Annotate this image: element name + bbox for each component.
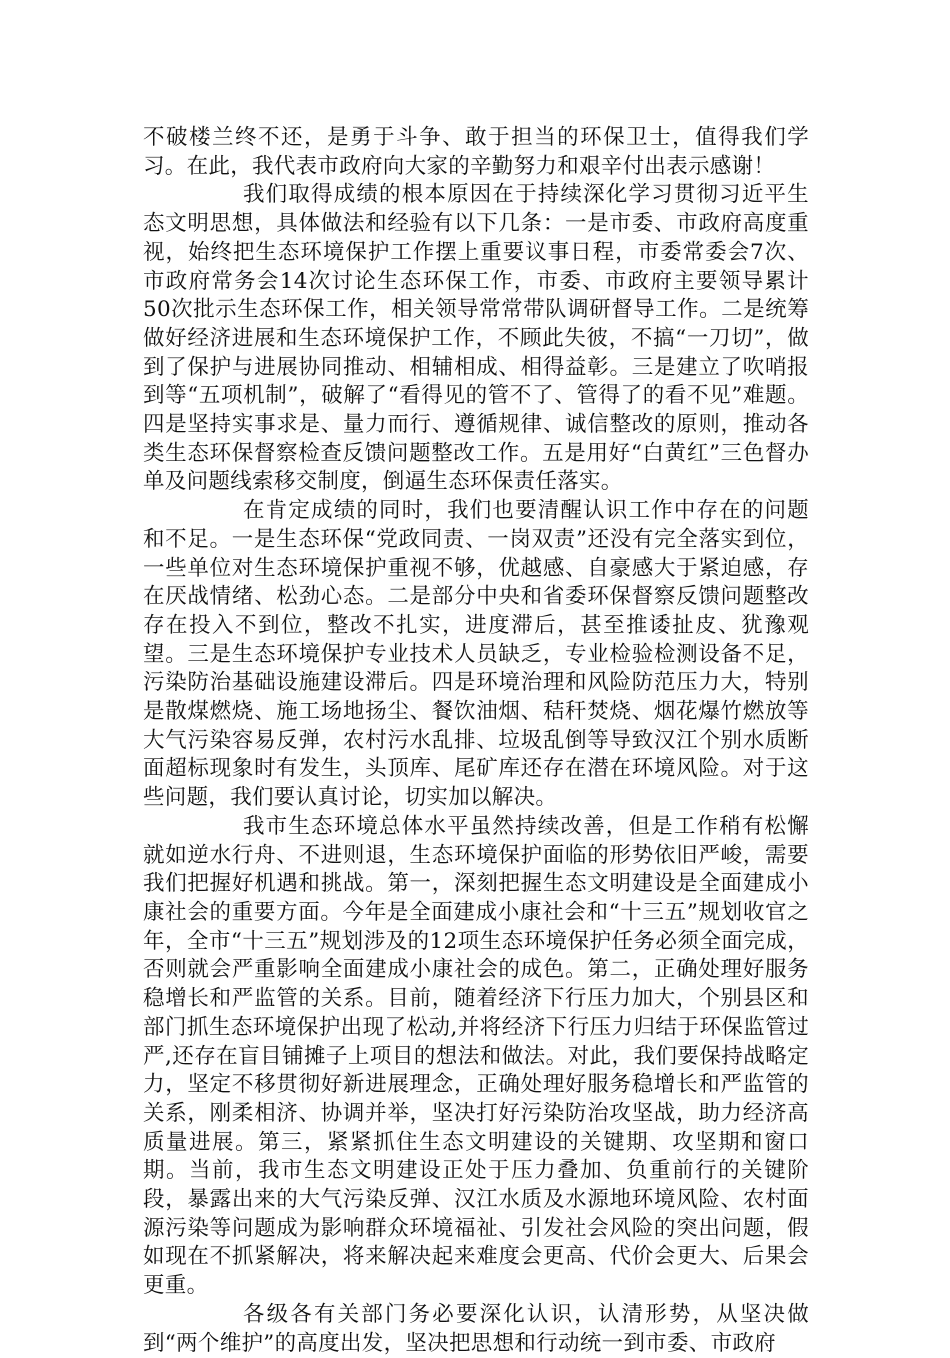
paragraph-success-reasons: 我们取得成绩的根本原因在于持续深化学习贯彻习近平生态文明思想，具体做法和经验有以下几条：一是市委、市政府高度重视，始终把生态环境保护工作摆上重要议事日程，市委常委会7次、市政府常务会14次讨论生态环保工作，市委、市政府主要领导累计50次批示生态环保工作，相关领导常常带队调研督导工作。二是统筹做好经济进展和生态环境保护工作，不顾此失彼，不搞“一刀切”，做到了保护与进展协同推动、相辅相成、相得益彰。三是建立了吹哨报到等“五项机制”，破解了“看得见的管不了、管得了的看不见”难题。四是坚持实事求是、量力而行、遵循规律、诚信整改的原则，推动各类生态环保督察检查反馈问题整改工作。五是用好“白黄红”三色督办单及问题线索移交制度，倒逼生态环保责任落实。	[143, 182, 809, 495]
paragraph-situation: 我市生态环境总体水平虽然持续改善，但是工作稍有松懈就如逆水行舟、不进则退，生态环境保护面临的形势依旧严峻，需要我们把握好机遇和挑战。第一，深刻把握生态文明建设是全面建成小康社会的重要方面。今年是全面建成小康社会和“十三五”规划收官之年，全市“十三五”规划涉及的12项生态环境保护任务必须全面完成，否则就会严重影响全面建成小康社会的成色。第二，正确处理好服务稳增长和严监管的关系。目前，随着经济下行压力加大，个别县区和部门抓生态环境保护出现了松动,并将经济下行压力归结于环保监管过严,还存在盲目铺摊子上项目的想法和做法。对此，我们要保持战略定力，坚定不移贯彻好新进展理念，正确处理好服务稳增长和严监管的关系，刚柔相济、协调并举，坚决打好污染防治攻坚战，助力经济高质量进展。第三，紧紧抓住生态文明建设的关键期、攻坚期和窗口期。当前，我市生态文明建设正处于压力叠加、负重前行的关键阶段，暴露出来的大气污染反弹、汉江水质及水源地环境风险、农村面源污染等问题成为影响群众环境福祉、引发社会风险的突出问题，假如现在不抓紧解决，将来解决起来难度会更高、代价会更大、后果会更重。	[143, 813, 809, 1299]
document-body	[143, 124, 809, 1358]
paragraph-requirements: 各级各有关部门务必要深化认识，认清形势，从坚决做到“两个维护”的高度出发，坚决把思想和行动统一到市委、市政府	[143, 1301, 809, 1356]
paragraph-problems: 在肯定成绩的同时，我们也要清醒认识工作中存在的问题和不足。一是生态环保“党政同责、一岗双责”还没有完全落实到位，一些单位对生态环境保护重视不够，优越感、自豪感大于紧迫感，存在厌战情绪、松劲心态。二是部分中央和省委环保督察反馈问题整改存在投入不到位，整改不扎实，进度滞后，甚至推诿扯皮、犹豫观望。三是生态环境保护专业技术人员缺乏，专业检验检测设备不足，污染防治基础设施建设滞后。四是环境治理和风险防范压力大，特别是散煤燃烧、施工场地扬尘、餐饮油烟、秸秆焚烧、烟花爆竹燃放等大气污染容易反弹，农村污水乱排、垃圾乱倒等导致汉江个别水质断面超标现象时有发生，头顶库、尾矿库还存在潜在环境风险。对于这些问题，我们要认真讨论，切实加以解决。	[143, 498, 809, 811]
paragraph-continuation: 不破楼兰终不还，是勇于斗争、敢于担当的环保卫士，值得我们学习。在此，我代表市政府向大家的辛勤努力和艰辛付出表示感谢！	[143, 125, 809, 179]
